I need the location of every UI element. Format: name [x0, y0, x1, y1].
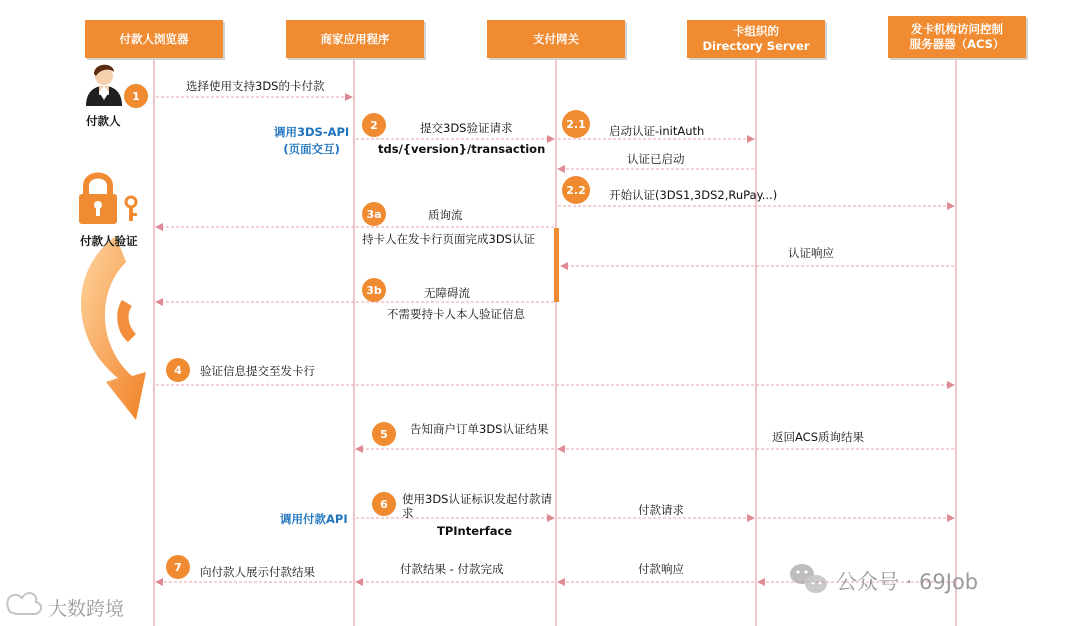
- step-badge-5: 5: [372, 422, 396, 446]
- participant-gateway: 支付网关: [487, 20, 625, 58]
- note-pay-api: 调用付款API: [280, 512, 348, 526]
- msg-6-sublabel: TPInterface: [437, 524, 513, 538]
- msg-1-label: 选择使用支持3DS的卡付款: [186, 79, 325, 93]
- participant-merchant: 商家应用程序: [286, 20, 424, 58]
- msg-2-1-response-label: 认证已启动: [627, 152, 685, 166]
- wechat-icon: [790, 564, 827, 593]
- msg-5-label: 告知商户订单3DS认证结果: [410, 422, 549, 436]
- step-badge-3a: 3a: [362, 202, 386, 226]
- padlock-icon: [79, 176, 137, 225]
- msg-2-label: 提交3DS验证请求: [420, 121, 513, 135]
- step-badge-7: 7: [166, 555, 190, 579]
- step-badge-1: 1: [124, 84, 148, 108]
- msg-7-label: 向付款人展示付款结果: [200, 565, 315, 579]
- participant-acs: 发卡机构访问控制 服务器器（ACS）: [888, 16, 1026, 58]
- msg-3a-label: 质询流: [428, 208, 463, 222]
- msg-2-sublabel: tds/{version}/transaction: [378, 142, 546, 156]
- msg-3b-sublabel: 不需要持卡人本人验证信息: [387, 307, 525, 321]
- payer-icon: [86, 65, 122, 106]
- actor-payer-label: 付款人: [86, 114, 121, 128]
- participant-directory-server: 卡组织的 Directory Server: [687, 20, 825, 58]
- participant-browser: 付款人浏览器: [85, 20, 223, 58]
- msg-3b-label: 无障碍流: [424, 286, 470, 300]
- msg-3a-sublabel: 持卡人在发卡行页面完成3DS认证: [362, 232, 535, 246]
- msg-6-ds-label: 付款请求: [638, 503, 684, 517]
- msg-2-2-label: 开始认证(3DS1,3DS2,RuPay...): [609, 188, 778, 202]
- step-badge-3b: 3b: [362, 278, 386, 302]
- watermark-left: 大数跨境: [48, 598, 125, 620]
- msg-4-label: 验证信息提交至发卡行: [200, 364, 315, 378]
- step-badge-2-1: 2.1: [562, 110, 590, 138]
- step-badge-4: 4: [166, 358, 190, 382]
- verification-swoosh-arrow: [81, 236, 146, 420]
- msg-5-acs-label: 返回ACS质询结果: [772, 430, 864, 444]
- msg-7-gw-label: 付款结果 - 付款完成: [400, 562, 504, 576]
- step-badge-2-2: 2.2: [562, 176, 590, 204]
- msg-2-1-label: 启动认证-initAuth: [609, 124, 705, 138]
- step-badge-2: 2: [362, 113, 386, 137]
- actor-payer-auth-label: 付款人验证: [80, 234, 138, 248]
- watermark-logo-icon: [7, 593, 41, 614]
- note-tds-api: 调用3DS-API (页面交互): [274, 125, 350, 156]
- watermark-right: 公众号 · 69Job: [836, 570, 979, 594]
- msg-6-label: 使用3DS认证标识发起付款请求: [402, 492, 552, 520]
- gateway-activation-bar: [554, 228, 559, 302]
- msg-7-ds-label: 付款响应: [638, 562, 684, 576]
- msg-3-response-label: 认证响应: [788, 246, 834, 260]
- step-badge-6: 6: [372, 492, 396, 516]
